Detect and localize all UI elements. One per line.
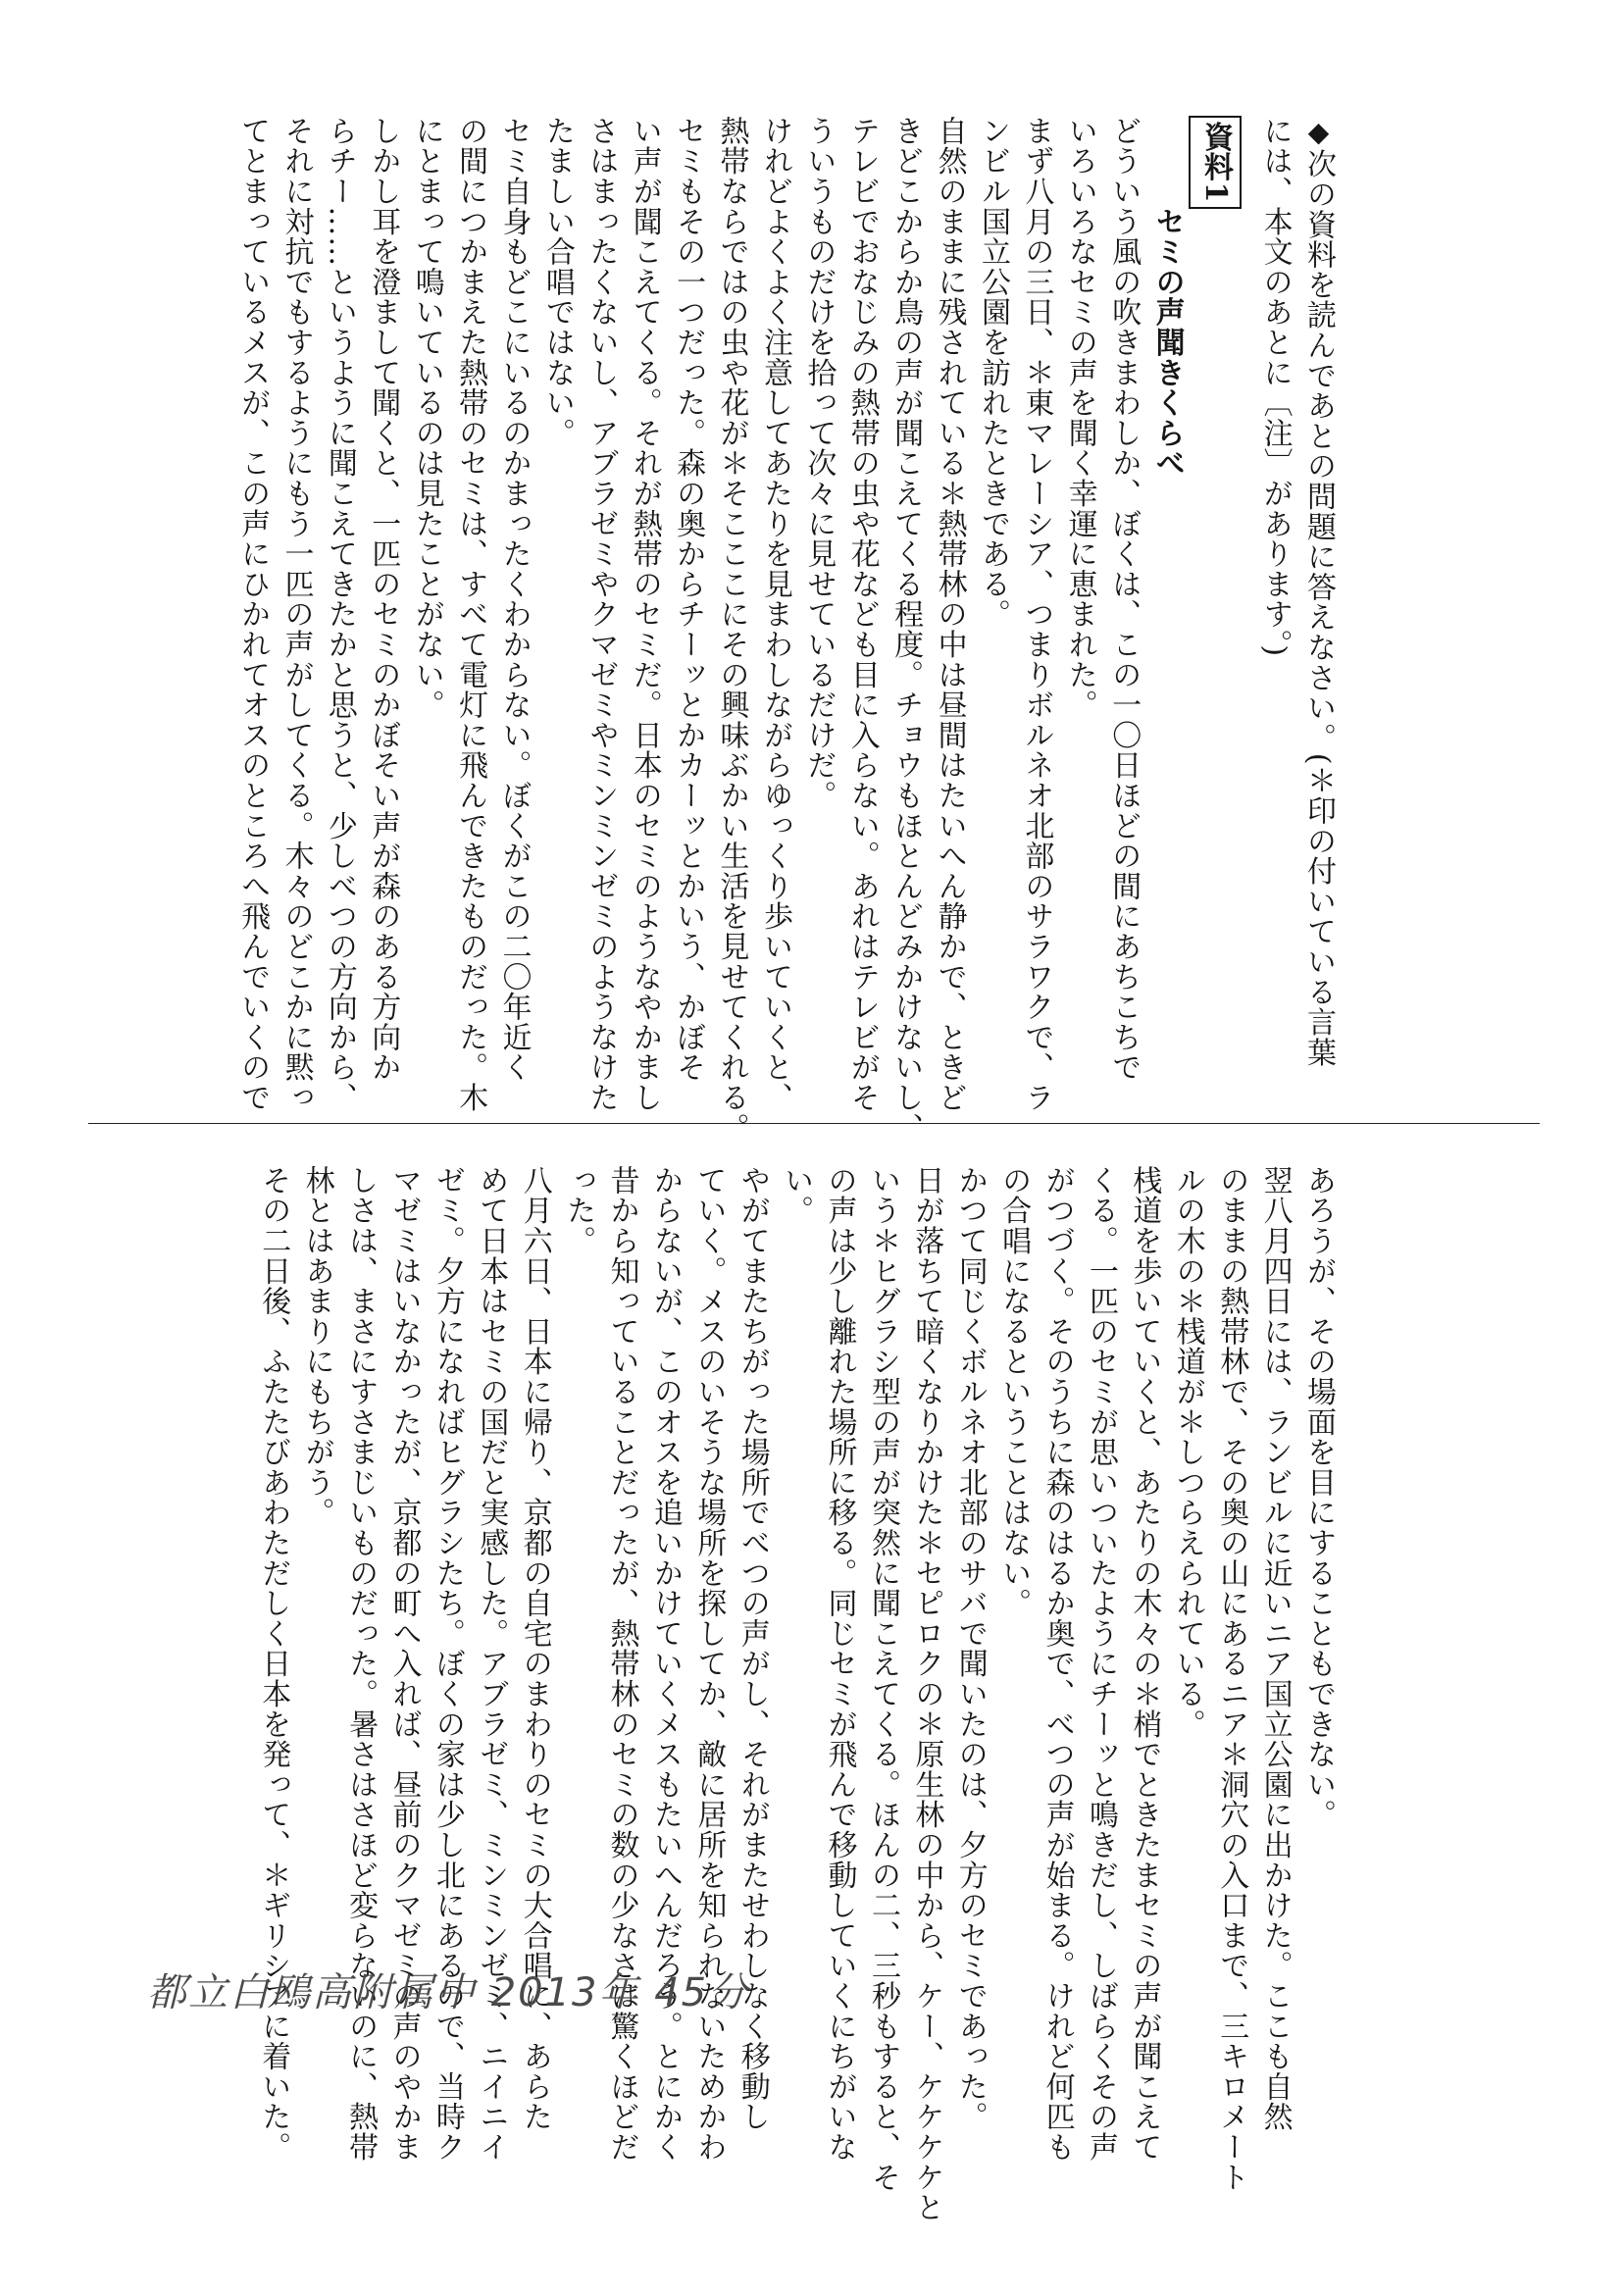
text-line: にとまって鳴いているのは見たことがない。 xyxy=(409,116,444,720)
text-line: 熱帯ならではの虫や花が＊そこここにその興味ぶかい生活を見せてくれる。 xyxy=(714,116,749,1144)
text-line: ゼミ。夕方になればヒグラシたち。ぼくの家は少し北にあるので、当時ク xyxy=(430,1165,465,2163)
text-line: セミ自身もどこにいるのかまったくわからない。ぼくがこの二〇年近く xyxy=(496,116,532,1083)
text-line: どういう風の吹きまわしか、ぼくは、この一〇日ほどの間にあちこちで xyxy=(1106,116,1142,1083)
text-line: の間につかまえた熱帯のセミは、すべて電灯に飛んできたものだった。木 xyxy=(453,116,488,1113)
text-line: い。 xyxy=(779,1165,814,1226)
text-line: しかし耳を澄まして聞くと、一匹のセミのかぼそい声が森のある方向か xyxy=(366,116,401,1083)
text-line: 翌八月四日には、ランビルに近いニア国立公園に出かけた。ここも自然 xyxy=(1257,1165,1293,2132)
handwritten-note: 都立白鴎高附属中 2013年 45分 xyxy=(147,1970,750,2015)
text-line: きどこからか鳥の声が聞こえてくる程度。チョウもほとんどみかけないし、 xyxy=(888,116,924,1144)
text-line: いろいろなセミの声を聞く幸運に恵まれた。 xyxy=(1062,116,1097,720)
text-line: それに対抗でもするようにもう一匹の声がしてくる。木々のどこかに黙っ xyxy=(279,116,314,1113)
text-line: テレビでおなじみの熱帯の虫や花なども目に入らない。あれはテレビがそ xyxy=(844,116,880,1113)
text-line: ンビル国立公園を訪れたときである。 xyxy=(975,116,1010,630)
text-line: かつて同じくボルネオ北部のサバで聞いたのは、夕方のセミであった。 xyxy=(952,1165,988,2132)
passage-top xyxy=(230,116,1242,1143)
section-label: 資料1 xyxy=(1189,116,1242,209)
text-line: くる。一匹のセミが思いついたようにチーッと鳴きだし、しばらくその声 xyxy=(1083,1165,1118,2163)
text-line: さはまったくないし、アブラゼミやクマゼミやミンミンゼミのようなけた xyxy=(584,116,619,1113)
text-line: 自然のままに残されている＊熱帯林の中は昼間はたいへん静かで、ときど xyxy=(932,116,967,1113)
text-line: ルの木の＊桟道が＊しつらえられている。 xyxy=(1170,1165,1205,1740)
text-line: のままの熱帯林で、その奥の山にあるニア＊洞穴の入口まで、三キロメート xyxy=(1214,1165,1249,2193)
text-line: いう＊ヒグラシ型の声が突然に聞こえてくる。ほんの二、三秒もすると、そ xyxy=(865,1165,900,2193)
text-line: まず八月の三日、＊東マレーシア、つまりボルネオ北部のサラワクで、ラ xyxy=(1019,116,1054,1113)
section-title-text: セミの声聞きくらべ xyxy=(1149,206,1185,479)
text-line: らチー……というように聞こえてきたかと思うと、少しべつの方向から、 xyxy=(322,116,357,1113)
text-line: 林とはあまりにもちがう。 xyxy=(299,1165,334,1528)
text-line: セミもその一つだった。森の奥からチーッとかカーッとかいう、かぼそ xyxy=(671,116,706,1083)
text-line: めて日本はセミの国だと実感した。アブラゼミ、ミンミンゼミ、ニイニイ xyxy=(474,1165,509,2163)
text-line: の合唱になるということはない。 xyxy=(996,1165,1032,1618)
passage-bottom xyxy=(251,1165,1340,2222)
text-line: がつづく。そのうちに森のはるか奥で、べつの声が始まる。けれど何匹も xyxy=(1040,1165,1075,2163)
section-label-line xyxy=(1189,116,1242,1143)
top-lines xyxy=(230,116,1145,1143)
section-divider xyxy=(88,1123,1540,1124)
text-line: あろうが、その場面を目にすることもできない。 xyxy=(1301,1165,1336,1830)
text-line: 八月六日、日本に帰り、京都の自宅のまわりのセミの大合唱に、あらた xyxy=(517,1165,552,2132)
text-line: その二日後、ふたたびあわただしく日本を発って、＊ギリシアに着いた。 xyxy=(256,1165,291,2163)
text-line: マゼミはいなかったが、京都の町へ入れば、昼前のクマゼミの声のやかま xyxy=(386,1165,422,2163)
text-line: けれどよくよく注意してあたりを見まわしながらゆっくり歩いていくと、 xyxy=(757,116,792,1113)
text-line: の声は少し離れた場所に移る。同じセミが飛んで移動していくにちがいな xyxy=(822,1165,857,2163)
intro-instructions xyxy=(1252,116,1340,1067)
text-line: てとまっているメスが、この声にひかれてオスのところへ飛んでいくので xyxy=(235,116,271,1113)
text-line: やがてまたちがった場所でべつの声がし、それがまたせわしなく移動し xyxy=(735,1165,770,2132)
intro-line-1 xyxy=(1296,116,1340,1067)
intro-text-1: 次の資料を読んであとの問題に答えなさい。(＊印の付いている言葉 xyxy=(1301,148,1336,1068)
section-title xyxy=(1144,116,1188,1143)
text-line: ていく。メスのいそうな場所を探してか、敵に居所を知られないためかわ xyxy=(691,1165,727,2163)
intro-line-2: には、本文のあとに〔注〕があります。) xyxy=(1257,116,1293,657)
text-line: 日が落ちて暗くなりかけた＊セピロクの＊原生林の中から、ケー、ケケケケと xyxy=(909,1165,944,2222)
text-line: 桟道を歩いていくと、あたりの木々の＊梢でときたまセミの声が聞こえて xyxy=(1127,1165,1162,2163)
text-line: ういうものだけを拾って次々に見せているだけだ。 xyxy=(801,116,837,811)
text-line: い声が聞こえてくる。それが熱帯のセミだ。日本のセミのようなやかまし xyxy=(627,116,662,1113)
diamond-bullet-icon: ◆ xyxy=(1302,116,1335,149)
text-line: たましい合唱ではない。 xyxy=(539,116,575,448)
text-line: 昔から知っていることだったが、熱帯林のセミの数の少なさは驚くほどだ xyxy=(604,1165,639,2163)
text-line: った。 xyxy=(561,1165,596,1256)
bottom-lines xyxy=(251,1165,1340,2222)
text-line: からないが、このオスを追いかけていくメスもたいへんだろう。とにかく xyxy=(647,1165,683,2163)
text-line: しさは、まさにすさまじいものだった。暑さはさほど変らないのに、熱帯 xyxy=(343,1165,379,2163)
